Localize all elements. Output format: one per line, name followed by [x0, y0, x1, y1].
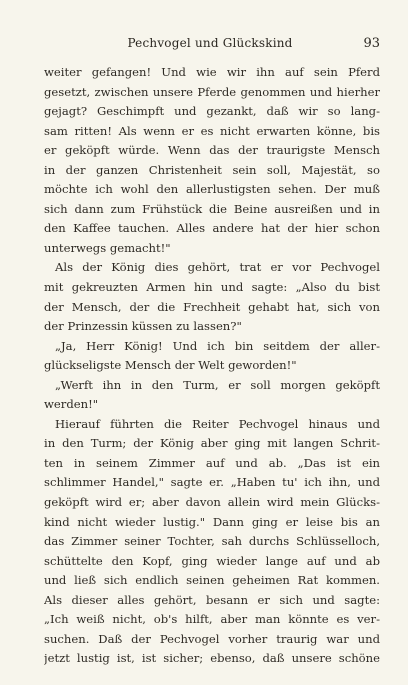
text-line: gesetzt, zwischen unsere Pferde genommen und hierher	[44, 84, 380, 99]
text-line: der Mensch, der die Frechheit gehabt hat, sich von	[44, 299, 380, 314]
text-line: weiter gefangen! Und wie wir ihn auf sein Pferd	[44, 65, 380, 79]
text-line: und ließ sich endlich seinen geheimen Rat kommen.	[44, 573, 380, 588]
text-line: glückseligste Mensch der Welt geworden!"	[44, 358, 297, 373]
running-header	[40, 36, 380, 54]
text-line: sam ritten! Als wenn er es nicht erwarten könne, bis	[44, 123, 380, 138]
text-line: „Ja, Herr König! Und ich bin seitdem der aller-	[55, 338, 380, 353]
body-text	[44, 63, 380, 669]
text-line: mit gekreuzten Armen hin und sagte: „Also du bist	[44, 280, 380, 295]
text-line: „Werft ihn in den Turm, er soll morgen geköpft	[55, 377, 380, 392]
page-number: 93	[363, 36, 380, 51]
text-line: das Zimmer seiner Tochter, sah durchs Schlüsselloch,	[44, 534, 380, 549]
text-line: schlimmer Handel," sagte er. „Haben tu' ich ihn, und	[44, 475, 380, 490]
text-line: suchen. Daß der Pechvogel vorher traurig war und	[44, 631, 380, 646]
text-line: Hierauf führten die Reiter Pechvogel hinaus und	[55, 416, 380, 431]
text-line: ten in seinem Zimmer auf und ab. „Das ist ein	[44, 455, 380, 470]
text-line: in den Turm; der König aber ging mit langen Schrit-	[44, 436, 380, 451]
text-line: Als dieser alles gehört, besann er sich und sagte:	[44, 592, 380, 607]
text-line: Als der König dies gehört, trat er vor Pechvogel	[55, 260, 380, 275]
text-line: schüttelte den Kopf, ging wieder lange auf und ab	[44, 553, 380, 568]
text-line: jetzt lustig ist, ist sicher; ebenso, daß unsere schöne	[44, 651, 380, 666]
text-line: den Kaffee tauchen. Alles andere hat der hier schon	[44, 221, 380, 236]
text-line: der Prinzessin küssen zu lassen?"	[44, 319, 242, 334]
text-line: sich dann zum Frühstück die Beine ausreißen und in	[44, 201, 380, 216]
text-line: „Ich weiß nicht, ob's hilft, aber man könnte es ver-	[44, 612, 380, 627]
text-line: in der ganzen Christenheit sein soll, Majestät, so	[44, 162, 380, 177]
text-line: gejagt? Geschimpft und gezankt, daß wir so lang-	[44, 104, 380, 119]
running-title: Pechvogel und Glückskind	[127, 36, 293, 50]
text-line: unterwegs gemacht!"	[44, 240, 171, 255]
text-line: er geköpft würde. Wenn das der traurigste Mensch	[44, 143, 380, 158]
text-line: geköpft wird er; aber davon allein wird mein Glücks-	[44, 495, 380, 510]
text-line: möchte ich wohl den allerlustigsten sehen. Der muß	[44, 182, 380, 197]
text-line: werden!"	[44, 397, 99, 412]
text-line: kind nicht wieder lustig." Dann ging er leise bis an	[44, 514, 380, 529]
